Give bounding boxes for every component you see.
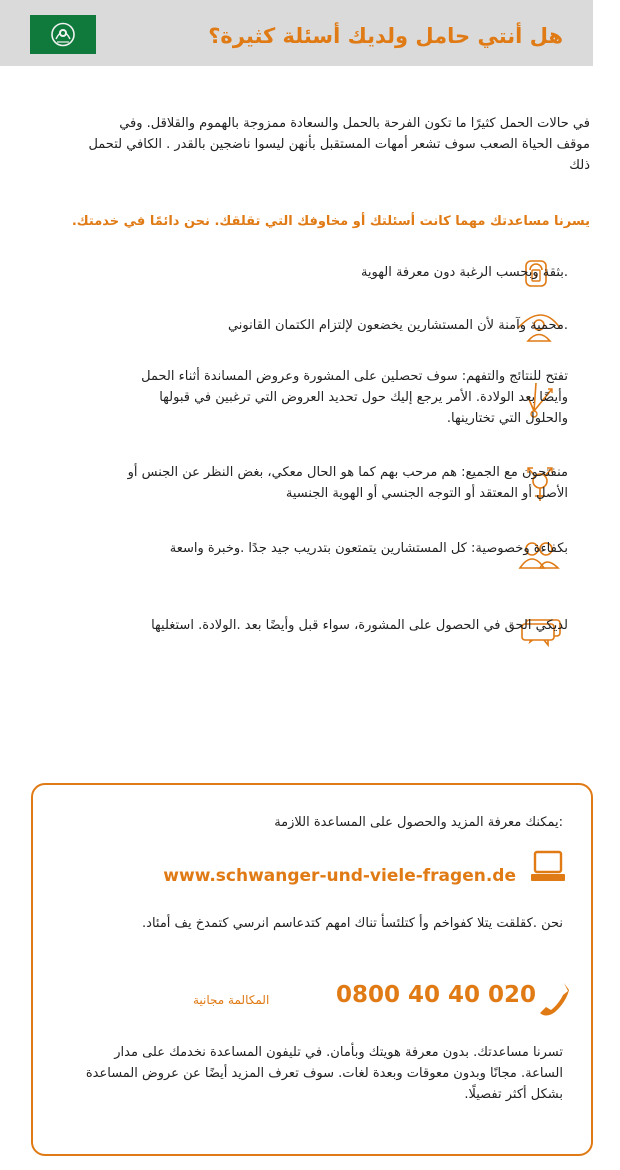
feature-open-results: تفتح للنتائج والتفهم: سوف تحصلين على المشورة وعروض المساندة أثناء الحمل وأيضًا بعد الولادة. الأمر يرجع إليك حول تحديد العروض التي ترغبين في قبولها والحلول التي تختارينها.: [141, 369, 568, 426]
intro-paragraph: في حالات الحمل كثيرًا ما تكون الفرحة بالحمل والسعادة ممزوجة بالهموم والقلاقل. وفي موقف الحياة الصعب سوف تشعر أمهات المستقبل بأنهن ليسوا ناضجين بالقدر . الكافي لتحمل ذلك: [88, 116, 590, 173]
website-link[interactable]: www.schwanger-und-viele-fragen.de: [163, 866, 516, 886]
phone-number[interactable]: 0800 40 40 020: [336, 982, 537, 1008]
contact-paragraph-garbled: نحن .كقلقت يتلا كفواخم وأ كتلئسأ تناك امهم كتدعاسم انرسي كتمدخ يف أمئاد.: [142, 916, 563, 931]
contact-paragraph: تسرنا مساعدتك. بدون معرفة هويتك وبأمان. في تليفون المساعدة نخدمك على مدار الساعة. مجانًا وبدون معوقات وبعدة لغات. سوف تعرف المزيد أيضًا عن عروض المساعدة بشكل أكثر تفصيلًا.: [85, 1045, 563, 1102]
phone-icon: [538, 981, 570, 1017]
feature-competence: بكفاءة وخصوصية: كل المستشارين يتمتعون بتدريب جيد جدًا .وخبرة واسعة: [169, 541, 568, 556]
header-bar: [0, 0, 593, 66]
lead-highlight: يسرنا مساعدتك مهما كانت أسئلتك أو مخاوفك التي تقلقك. نحن دائمًا في خدمتك.: [71, 214, 590, 229]
contact-intro: :يمكنك معرفة المزيد والحصول على المساعدة اللازمة: [274, 815, 563, 830]
feature-anonymous: .بثقة وبحسب الرغبة دون معرفة الهوية: [360, 265, 568, 280]
contact-box: [31, 783, 593, 1156]
feature-right-to-advice: لديكي الحق في الحصول على المشورة، سواء قبل وأيضًا بعد .الولادة. استغليها: [151, 618, 568, 633]
feature-protected: .محمية وآمنة لأن المستشارين يخضعون لإلتزام الكتمان القانوني: [227, 318, 568, 333]
arab-league-emblem-icon: [30, 15, 96, 54]
page-title: هل أنتي حامل ولديك أسئلة كثيرة؟: [208, 24, 563, 48]
feature-open-to-all: منفتحون مع الجميع: هم مرحب بهم كما هو الحال معكي، بغض النظر عن الجنس أو الأصل أو المعتقد أو التوجه الجنسي أو الهوية الجنسية: [127, 465, 568, 501]
laptop-icon: [531, 848, 565, 886]
free-call-label: المكالمة مجانية: [193, 993, 270, 1007]
